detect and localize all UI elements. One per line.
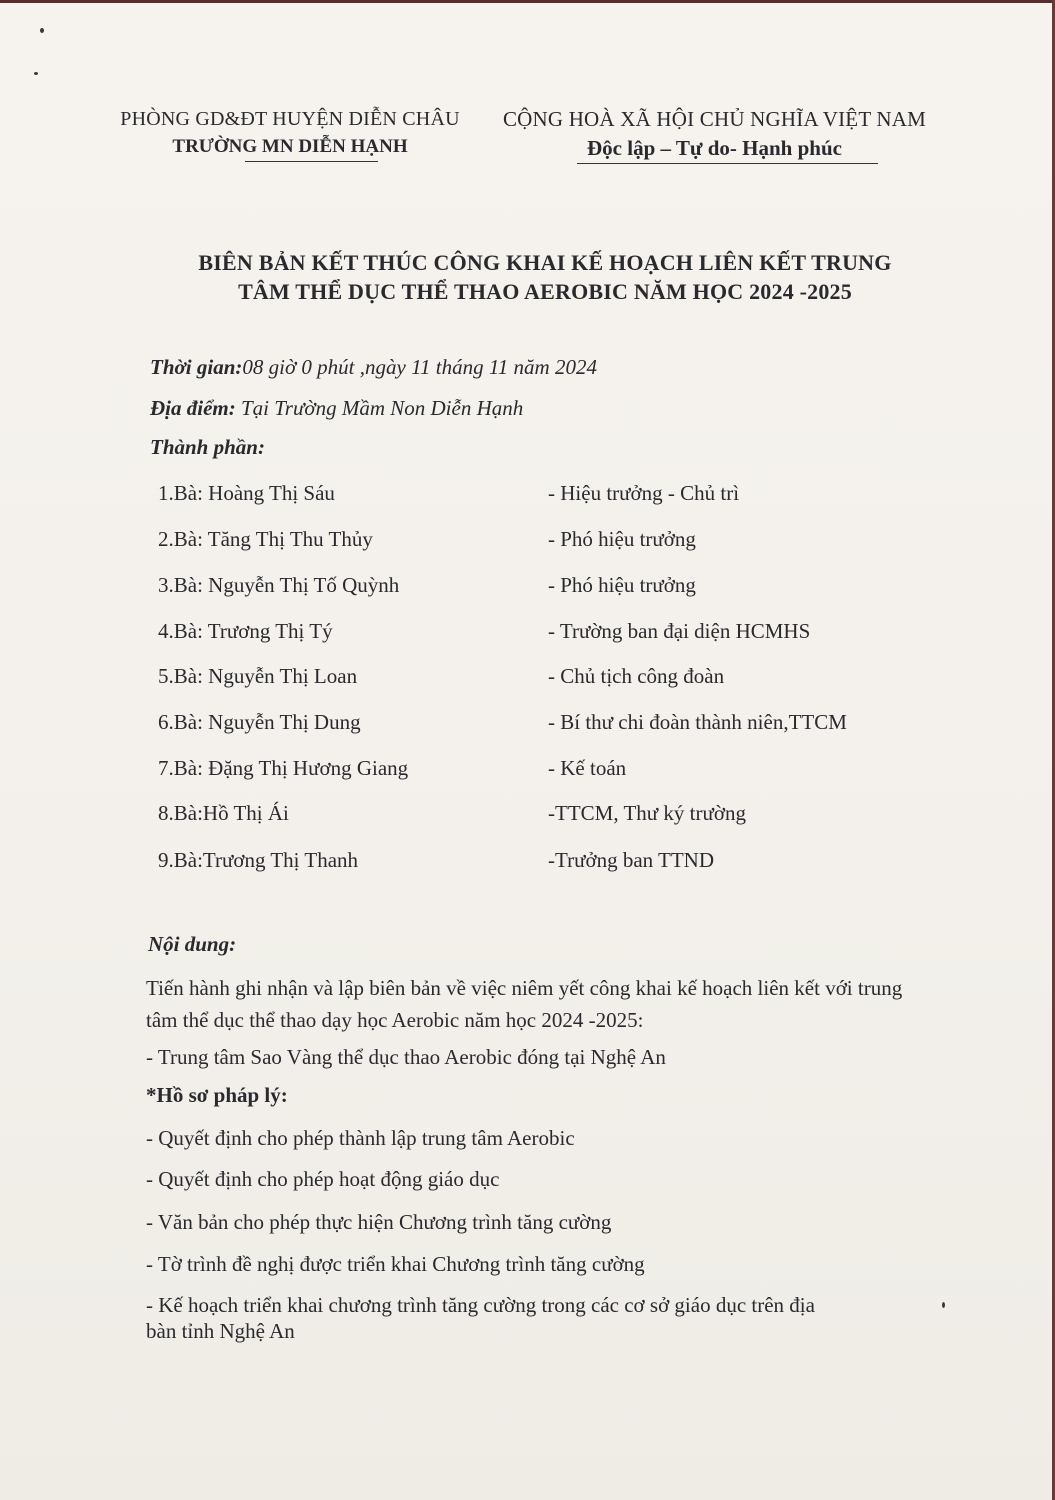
member-role: - Hiệu trưởng - Chủ trì (548, 481, 740, 505)
content-intro: Tiến hành ghi nhận và lập biên bản về việc niêm yết công khai kế hoạch liên kết với trung tâm thể dục thể thao dạy học Aerobic năm học 2024 -2025: (146, 976, 903, 1032)
time-value: 08 giờ 0 phút ,ngày 11 tháng 11 năm 2024 (242, 355, 597, 379)
member-role: - Bí thư chi đoàn thành niên,TTCM (548, 710, 847, 734)
member-role: -TTCM, Thư ký trường (548, 801, 746, 825)
member-role: - Trường ban đại diện HCMHS (548, 619, 811, 643)
content-center: - Trung tâm Sao Vàng thể dục thao Aerobic đóng tại Nghệ An (146, 1045, 666, 1069)
member-name: 9.Bà:Trương Thị Thanh (158, 848, 359, 872)
legal-item: - Quyết định cho phép thành lập trung tâm Aerobic (146, 1126, 575, 1150)
header-school: TRƯỜNG MN DIỄN HẠNH (172, 136, 408, 157)
legal-item-continuation: bàn tỉnh Nghệ An (146, 1319, 295, 1343)
member-role: - Phó hiệu trưởng (548, 527, 696, 551)
member-role: - Phó hiệu trưởng (548, 573, 696, 597)
scan-speck (40, 28, 44, 33)
members-heading (150, 435, 265, 460)
member-role: -Trưởng ban TTND (548, 848, 714, 872)
document-title (130, 248, 960, 306)
member-name: 3.Bà: Nguyễn Thị Tố Quỳnh (158, 573, 400, 597)
header-left-underline (245, 161, 378, 162)
member-name: 2.Bà: Tăng Thị Thu Thủy (158, 527, 373, 551)
member-name: 8.Bà:Hồ Thị Ái (158, 801, 289, 825)
page-edge-top (0, 0, 1055, 3)
header-country: CỘNG HOÀ XÃ HỘI CHỦ NGHĨA VIỆT NAM (502, 107, 927, 131)
legal-item: - Văn bản cho phép thực hiện Chương trình tăng cường (146, 1210, 612, 1234)
members-label: Thành phần: (150, 435, 265, 459)
legal-item: - Kế hoạch triển khai chương trình tăng cường trong các cơ sở giáo dục trên địa (146, 1293, 815, 1317)
title-line-1: BIÊN BẢN KẾT THÚC CÔNG KHAI KẾ HOẠCH LIÊN KẾT TRUNG (198, 250, 892, 275)
header-motto: Độc lập – Tự do- Hạnh phúc (587, 136, 842, 160)
content-heading: Nội dung: (148, 932, 237, 956)
legal-item: - Quyết định cho phép hoạt động giáo dục (146, 1167, 500, 1191)
meeting-time (150, 355, 597, 380)
meeting-place (150, 396, 523, 421)
scan-speck (34, 72, 38, 75)
member-name: 4.Bà: Trương Thị Tý (158, 619, 333, 643)
member-role: - Chủ tịch công đoàn (548, 664, 725, 688)
place-value: Tại Trường Mầm Non Diễn Hạnh (235, 396, 524, 420)
header-department: PHÒNG GD&ĐT HUYỆN DIỄN CHÂU (120, 108, 460, 130)
member-name: 1.Bà: Hoàng Thị Sáu (158, 481, 335, 505)
legal-heading: *Hồ sơ pháp lý: (146, 1083, 288, 1107)
header-national (482, 106, 947, 162)
legal-item: - Tờ trình đề nghị được triển khai Chương trình tăng cường (146, 1252, 645, 1276)
place-label: Địa điểm: (150, 396, 236, 420)
title-line-2: TÂM THỂ DỤC THỂ THAO AEROBIC NĂM HỌC 2024 -2025 (238, 279, 852, 304)
member-role: - Kế toán (548, 756, 627, 780)
header-right-underline (577, 163, 878, 164)
time-label: Thời gian: (150, 355, 243, 379)
scan-speck (942, 1302, 945, 1308)
header-agency (110, 106, 470, 160)
member-name: 7.Bà: Đặng Thị Hương Giang (158, 756, 409, 780)
member-name: 5.Bà: Nguyễn Thị Loan (158, 664, 358, 688)
member-name: 6.Bà: Nguyễn Thị Dung (158, 710, 361, 734)
